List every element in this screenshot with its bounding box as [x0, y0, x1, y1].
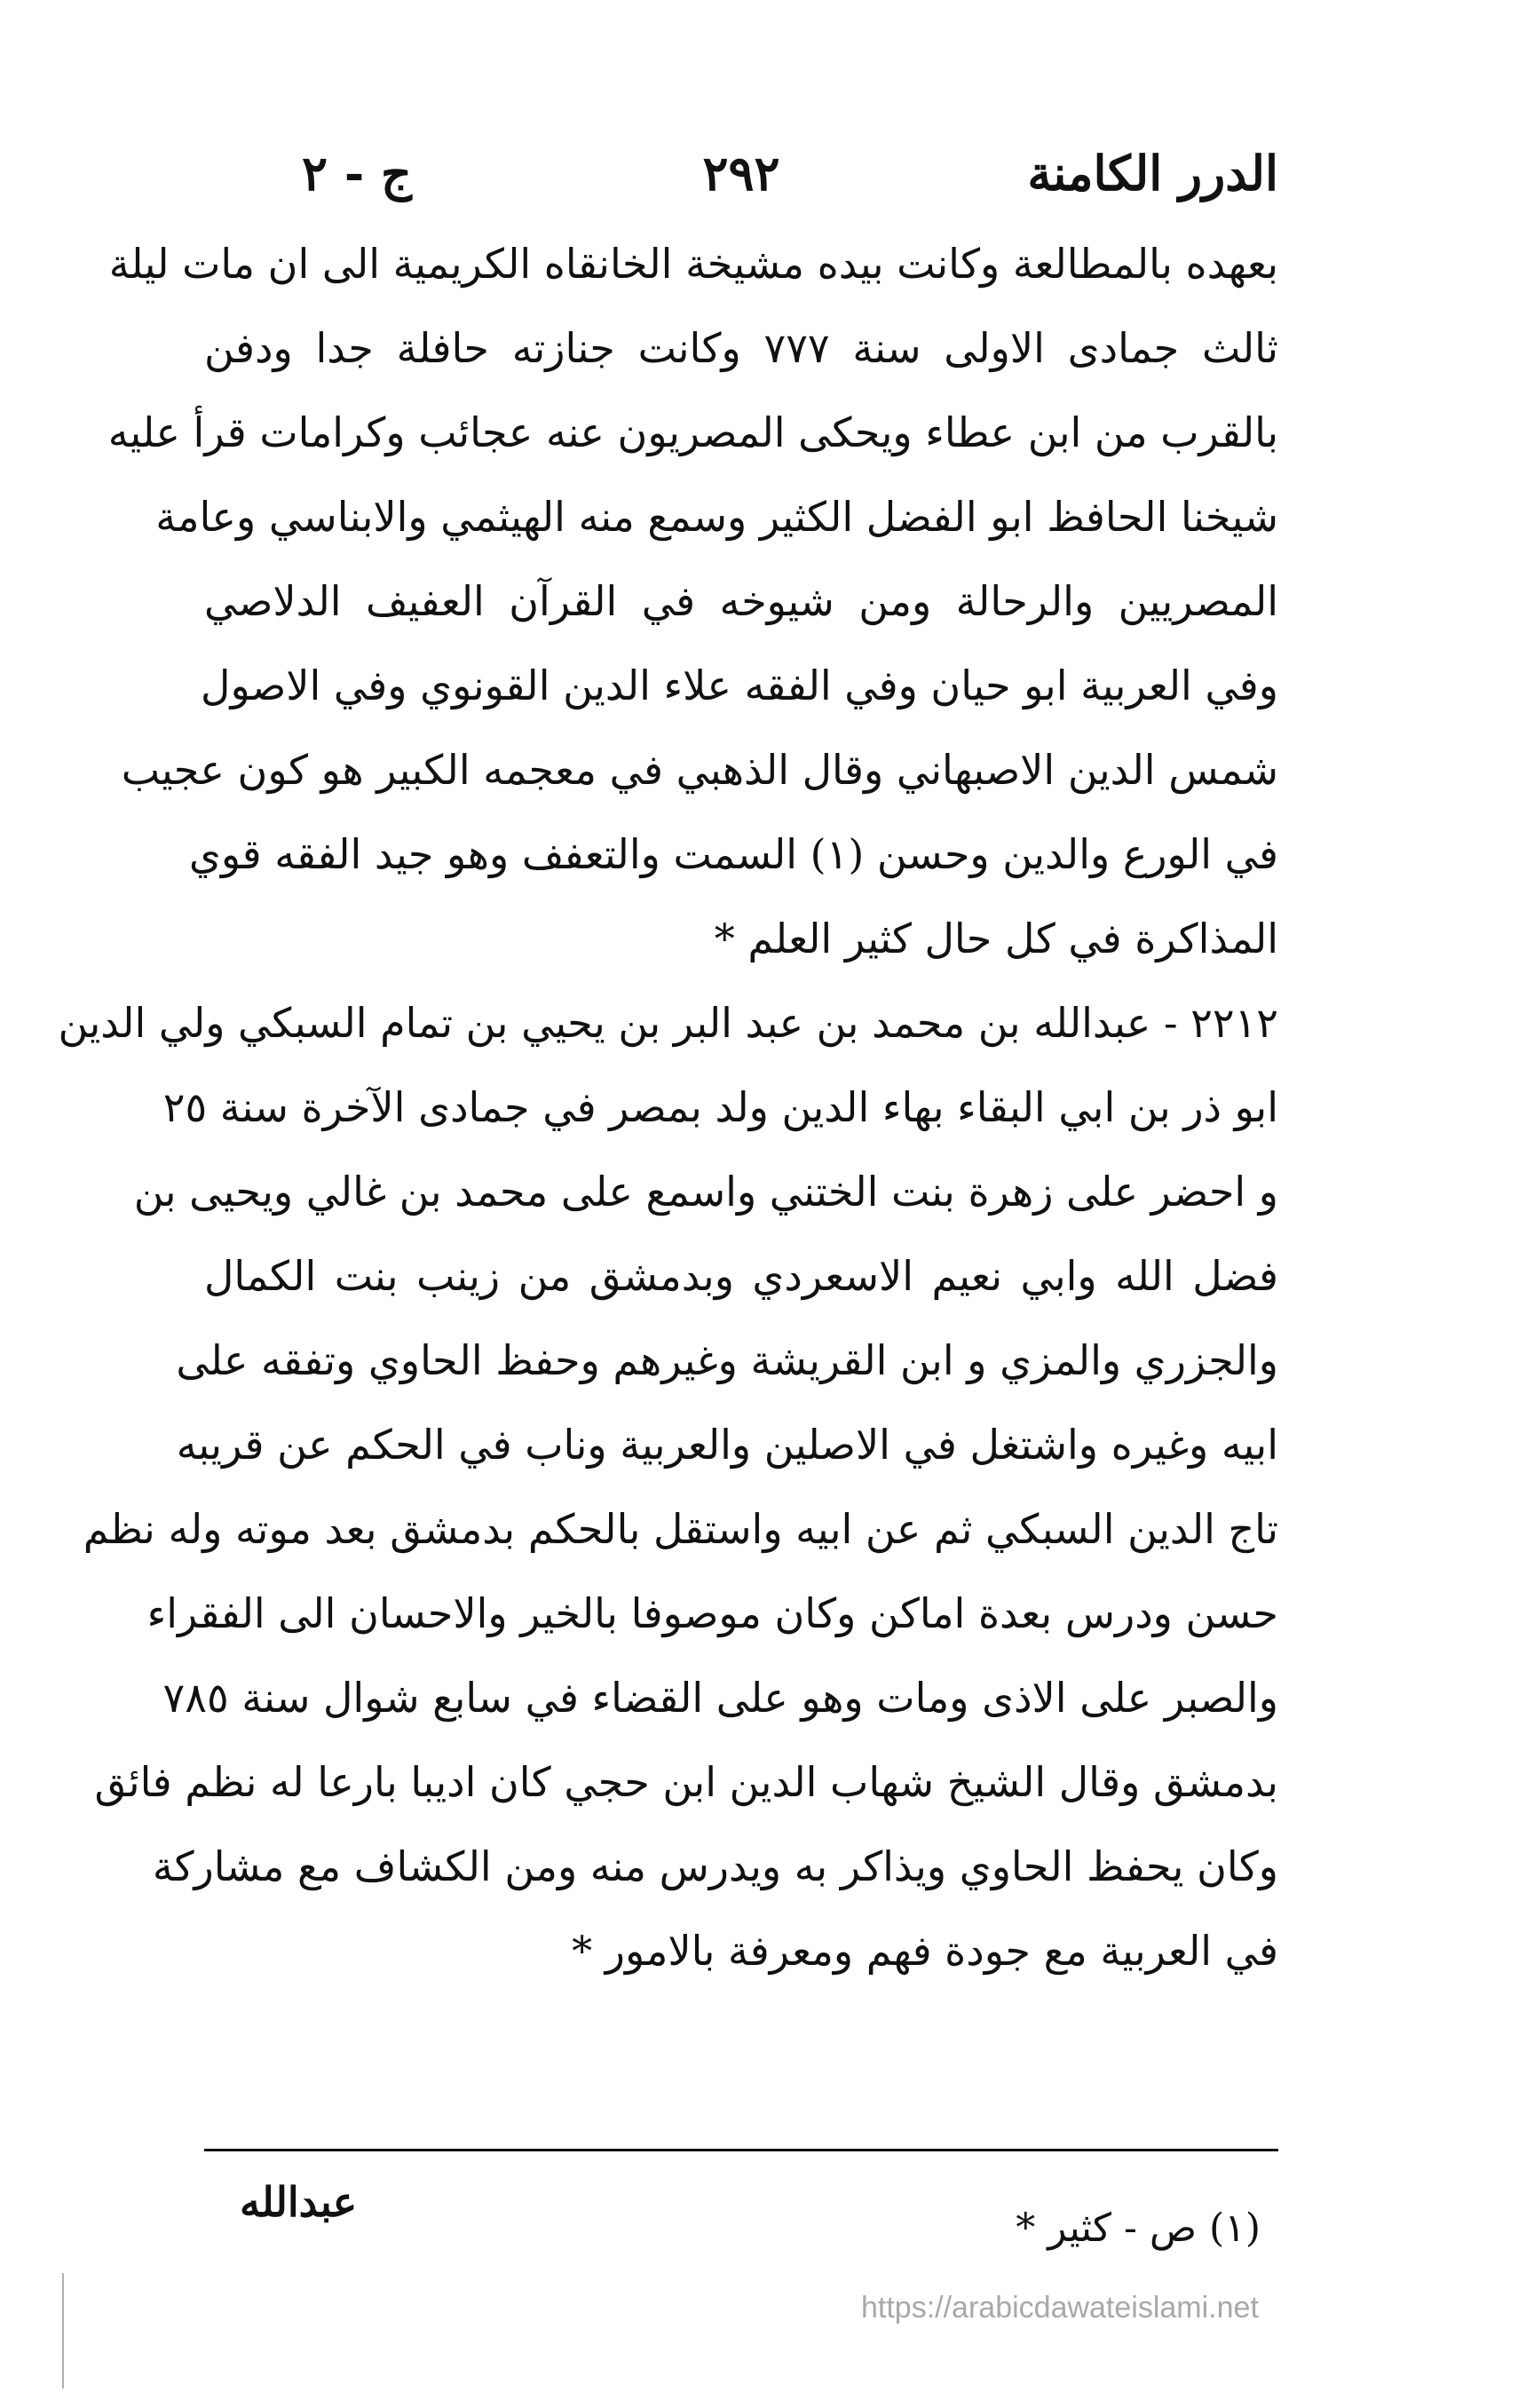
text-line: في العربية مع جودة فهم ومعرفة بالامور *: [572, 1927, 1278, 1975]
text-line: فضل الله وابي نعيم الاسعردي وبدمشق من زينب بنت الكمال: [204, 1252, 1278, 1300]
text-line: بعهده بالمطالعة وكانت بيده مشيخة الخانقاه الكريمية الى ان مات ليلة: [108, 240, 1278, 288]
scan-edge-mark: [62, 2273, 64, 2388]
text-line: حسن ودرس بعدة اماكن وكان موصوفا بالخير والاحسان الى الفقراء: [146, 1589, 1278, 1637]
book-title: الدرر الكامنة: [1027, 145, 1278, 202]
text-line: وفي العربية ابو حيان وفي الفقه علاء الدين القونوي وفي الاصول: [201, 661, 1278, 709]
text-line: بدمشق وقال الشيخ شهاب الدين ابن حجي كان اديبا بارعا له نظم فائق: [94, 1758, 1278, 1806]
text-line: ثالث جمادى الاولى سنة ٧٧٧ وكانت جنازته حافلة جدا ودفن: [204, 324, 1278, 372]
text-line: شمس الدين الاصبهاني وقال الذهبي في معجمه الكبير هو كون عجيب: [121, 746, 1278, 794]
footnote-text: (١) ص - كثير *: [1016, 2206, 1261, 2251]
page-number: ٢٩٢: [702, 145, 780, 202]
page-header: [204, 133, 1278, 213]
text-line: والصبر على الاذى ومات وهو على القضاء في سابع شوال سنة ٧٨٥: [162, 1674, 1278, 1722]
text-line: و احضر على زهرة بنت الختني واسمع على محمد بن غالي ويحيى بن: [133, 1168, 1278, 1216]
footnote-divider: [204, 2149, 1278, 2151]
text-line: المصريين والرحالة ومن شيوخه في القرآن العفيف الدلاصي: [204, 577, 1278, 625]
text-line: والجزري والمزي و ابن القريشة وغيرهم وحفظ الحاوي وتفقه على: [176, 1336, 1278, 1384]
text-line: المذاكرة في كل حال كثير العلم *: [714, 915, 1278, 962]
footnote-area: [204, 2171, 1278, 2269]
catchword: عبدالله: [240, 2178, 358, 2226]
text-line: بالقرب من ابن عطاء ويحكى المصريون عنه عجائب وكرامات قرأ عليه: [107, 408, 1278, 456]
text-line: شيخنا الحافظ ابو الفضل الكثير وسمع منه الهيثمي والابناسي وعامة: [155, 493, 1278, 541]
text-line: ابيه وغيره واشتغل في الاصلين والعربية وناب في الحكم عن قريبه: [176, 1421, 1278, 1469]
text-line: وكان يحفظ الحاوي ويذاكر به ويدرس منه ومن الكشاف مع مشاركة: [152, 1842, 1278, 1890]
body-text: [58, 222, 1278, 1993]
text-line: ابو ذر بن ابي البقاء بهاء الدين ولد بمصر في جمادى الآخرة سنة ٢٥: [162, 1083, 1278, 1131]
text-line: في الورع والدين وحسن (١) السمت والتعفف وهو جيد الفقه قوي: [188, 830, 1278, 878]
text-line: تاج الدين السبكي ثم عن ابيه واستقل بالحكم بدمشق بعد موته وله نظم: [83, 1505, 1278, 1553]
watermark-url: https://arabicdawateislami.net: [861, 2291, 1259, 2325]
volume-label: ج - ٢: [302, 145, 412, 202]
entry-heading-line: ٢٢١٢ - عبدالله بن محمد بن عبد البر بن يحيي بن تمام السبكي ولي الدين: [58, 999, 1278, 1047]
